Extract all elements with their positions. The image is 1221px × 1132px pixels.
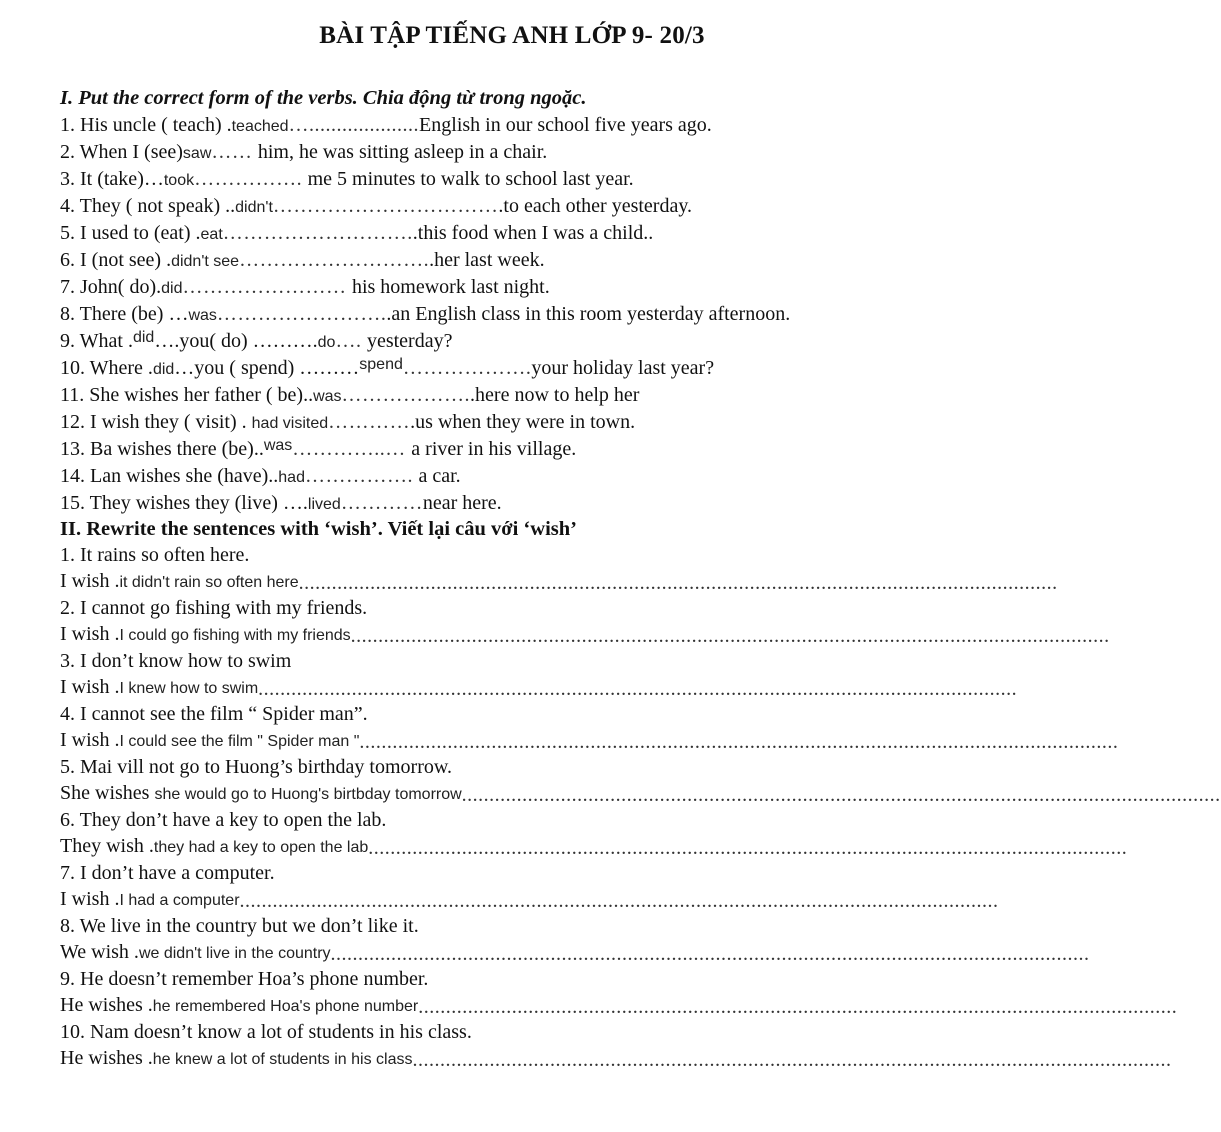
item-sentence: He doesn’t remember Hoa’s phone number. [80,968,429,990]
exercise-2-item-2-answer: I wish .I could go fishing with my friends.......................................................................................................................................... [60,623,1110,647]
exercise-2-item-8-question [60,914,419,938]
answer-text: didn't [235,199,273,216]
item-sentence: I don’t have a computer. [80,862,275,884]
item-sentence: I cannot see the film “ Spider man”. [80,703,368,725]
answer-text: I could see the film " Spider man " [119,733,360,750]
exercise-2-item-6-answer: They wish .they had a key to open the lab.......................................................................................................................................... [60,835,1128,859]
answer-text: it didn't rain so often here [119,574,299,591]
item-prompt-middle: ….you( do) ………. [154,330,318,352]
item-rest: yesterday? [366,330,453,352]
exercise-2-item-10-answer: He wishes .he knew a lot of students in his class.......................................................................................................................................... [60,1047,1172,1071]
exercise-1-item-9: 9. What .$^{did}$….you( do) ……….do…. yesterday? [60,329,453,352]
item-rest: .us when they were in town. [410,411,636,433]
answer-text: was [263,437,293,454]
item-number: 5. [60,222,75,244]
item-number: 12. [60,411,85,433]
exercise-1-item-4: 4. They ( not speak) ..didn't…………………………….to each other yesterday. [60,195,693,217]
exercise-1-item-3: 3. It (take)…took……………. me 5 minutes to walk to school last year. [60,168,634,190]
exercise-2-item-4-question [60,702,368,726]
item-number: 2. [60,141,75,163]
answer-text: didn't see [171,253,240,270]
item-number: 8. [60,303,75,325]
exercise-2-item-8-answer: We wish .we didn't live in the country.......................................................................................................................................... [60,941,1090,965]
item-rest: near here. [422,492,502,514]
item-rest: .an English class in this room yesterday afternoon. [386,303,791,325]
item-number: 3. [60,168,75,190]
item-prompt: They wishes they (live) …. [89,492,308,514]
item-prompt: Where . [89,357,153,379]
answer-text: took [163,172,195,189]
item-number: 9. [60,968,75,990]
item-number: 4. [60,703,75,725]
item-number: 14. [60,465,85,487]
exercise-2-item-3-question [60,649,291,673]
section-2-heading: II. Rewrite the sentences with ‘wish’. Viết lại câu với ‘wish’ [60,518,577,540]
exercise-2-item-2-question [60,596,367,620]
item-number: 7. [60,862,75,884]
item-rest: his homework last night. [351,276,550,298]
exercise-1-item-1: 1. His uncle ( teach) .teached…....................English in our school five years ago. [60,114,712,136]
answer-lead: I wish . [60,676,120,698]
item-prompt: When I (see) [79,141,183,163]
answer-text: he remembered Hoa's phone number [152,998,419,1015]
answer-lead: He wishes . [60,994,153,1016]
item-sentence: Nam doesn’t know a lot of students in his class. [90,1021,472,1043]
item-prompt: I used to (eat) . [80,222,201,244]
exercise-2-item-7-question [60,861,275,885]
answer-lead: I wish . [60,888,120,910]
answer-lead: She wishes [60,782,155,804]
item-number: 7. [60,276,75,298]
item-prompt: Ba wishes there (be).. [90,438,264,460]
answer-text: lived [307,496,341,513]
item-prompt: What . [79,330,133,352]
item-number: 13. [60,438,85,460]
item-sentence: I cannot go fishing with my friends. [80,597,368,619]
exercise-1-item-11: 11. She wishes her father ( be)..was………………..here now to help her [60,384,640,406]
item-rest: me 5 minutes to walk to school last year. [307,168,634,190]
exercise-2-item-5-question [60,755,452,779]
item-prompt: His uncle ( teach) . [80,114,232,136]
item-prompt: John( do). [80,276,162,298]
exercise-1-item-6: 6. I (not see) .didn't see………………………..her last week. [60,249,545,271]
item-rest: English in our school five years ago. [419,114,712,136]
exercise-2-item-5-answer: She wishes she would go to Huong's birtbday tomorrow.......................................................................................................................................... [60,782,1221,806]
exercise-1-item-14: 14. Lan wishes she (have)..had……………. a car. [60,465,461,487]
answer-text: she would go to Huong's birtbday tomorrow [154,786,462,803]
item-number: 1. [60,114,75,136]
exercise-1-item-7: 7. John( do).did…………………… his homework last night. [60,276,550,298]
item-prompt: There (be) … [79,303,189,325]
answer-text: did [152,361,175,378]
answer-lead: I wish . [60,623,120,645]
item-number: 4. [60,195,75,217]
item-prompt: They ( not speak) .. [79,195,236,217]
item-rest: .here now to help her [470,384,640,406]
answer-text: had [278,469,305,486]
item-rest: a river in his village. [411,438,577,460]
exercise-2-item-9-question [60,967,428,991]
item-rest: .her last week. [429,249,545,271]
item-number: 15. [60,492,85,514]
item-sentence: They don’t have a key to open the lab. [79,809,387,831]
answer-lead: I wish . [60,570,120,592]
answer-text: teached [231,118,289,135]
exercise-1-item-8: 8. There (be) …was……………………..an English class in this room yesterday afternoon. [60,303,791,325]
exercise-2-item-7-answer: I wish .I had a computer.......................................................................................................................................... [60,888,999,912]
answer-text: was [313,388,342,405]
item-number: 9. [60,330,75,352]
answer-text: had visited [251,415,329,432]
item-rest: .this food when I was a child.. [412,222,654,244]
exercise-1-item-5: 5. I used to (eat) .eat………………………..this food when I was a child.. [60,222,654,244]
exercise-2-item-1-question [60,543,249,567]
exercise-2-item-3-answer: I wish .I knew how to swim.......................................................................................................................................... [60,676,1018,700]
item-number: 3. [60,650,75,672]
item-number: 5. [60,756,75,778]
item-prompt: It (take)… [80,168,164,190]
item-number: 10. [60,1021,85,1043]
answer-lead: He wishes . [60,1047,153,1069]
answer-text: I knew how to swim [119,680,259,697]
exercise-2-item-10-question [60,1020,472,1044]
item-number: 8. [60,915,75,937]
item-rest: a car. [418,465,461,487]
item-sentence: I don’t know how to swim [80,650,292,672]
answer-text: did [161,280,183,297]
answer-lead: I wish . [60,729,120,751]
item-number: 11. [60,384,85,406]
item-rest: him, he was sitting asleep in a chair. [257,141,548,163]
exercise-2-item-1-answer: I wish .it didn't rain so often here.......................................................................................................................................... [60,570,1058,594]
answer-text: was [188,307,217,324]
exercise-1-item-10: 10. Where .did…you ( spend) ………$^{spend}$……………….your holiday last year? [60,356,715,379]
answer-text: they had a key to open the lab [153,839,369,856]
item-number: 2. [60,597,75,619]
answer-text: did [132,329,155,346]
item-number: 6. [60,249,75,271]
answer-text-2: spend [359,356,403,373]
page-title: BÀI TẬP TIẾNG ANH LỚP 9- 20/3 [319,22,705,49]
answer-text-2: do [317,334,336,351]
exercise-1-item-15: 15. They wishes they (live) ….lived…………near here. [60,492,502,514]
item-rest: .to each other yesterday. [498,195,693,217]
answer-text: I had a computer [119,892,240,909]
item-prompt: I wish they ( visit) . [90,411,252,433]
item-prompt: I (not see) . [80,249,172,271]
answer-text: saw [182,145,212,162]
exercise-2-item-9-answer: He wishes .he remembered Hoa's phone number.......................................................................................................................................... [60,994,1178,1018]
answer-text: he knew a lot of students in his class [152,1051,413,1068]
item-prompt-middle: …you ( spend) ……… [174,357,360,379]
item-sentence: It rains so often here. [80,544,250,566]
answer-text: we didn't live in the country [138,945,331,962]
exercise-2-item-4-answer: I wish .I could see the film " Spider man ".......................................................................................................................................... [60,729,1119,753]
exercise-2-item-6-question [60,808,386,832]
exercise-1-item-13: 13. Ba wishes there (be)..$^{was}$…………..… a river in his village. [60,437,577,460]
answer-lead: They wish . [60,835,154,857]
answer-lead: We wish . [60,941,139,963]
item-number: 6. [60,809,75,831]
section-1-heading: I. Put the correct form of the verbs. Chia động từ trong ngoặc. [60,87,587,109]
exercise-1-item-12: 12. I wish they ( visit) . had visited………….us when they were in town. [60,411,636,433]
item-number: 10. [60,357,85,379]
item-prompt: Lan wishes she (have).. [90,465,279,487]
item-number: 1. [60,544,75,566]
answer-text: I could go fishing with my friends [119,627,351,644]
exercise-1-item-2: 2. When I (see)saw…… him, he was sitting asleep in a chair. [60,141,548,163]
item-prompt: She wishes her father ( be).. [89,384,314,406]
item-sentence: Mai vill not go to Huong’s birthday tomorrow. [80,756,453,778]
answer-text: eat [200,226,223,243]
item-sentence: We live in the country but we don’t like it. [79,915,419,937]
item-rest: your holiday last year? [531,357,715,379]
